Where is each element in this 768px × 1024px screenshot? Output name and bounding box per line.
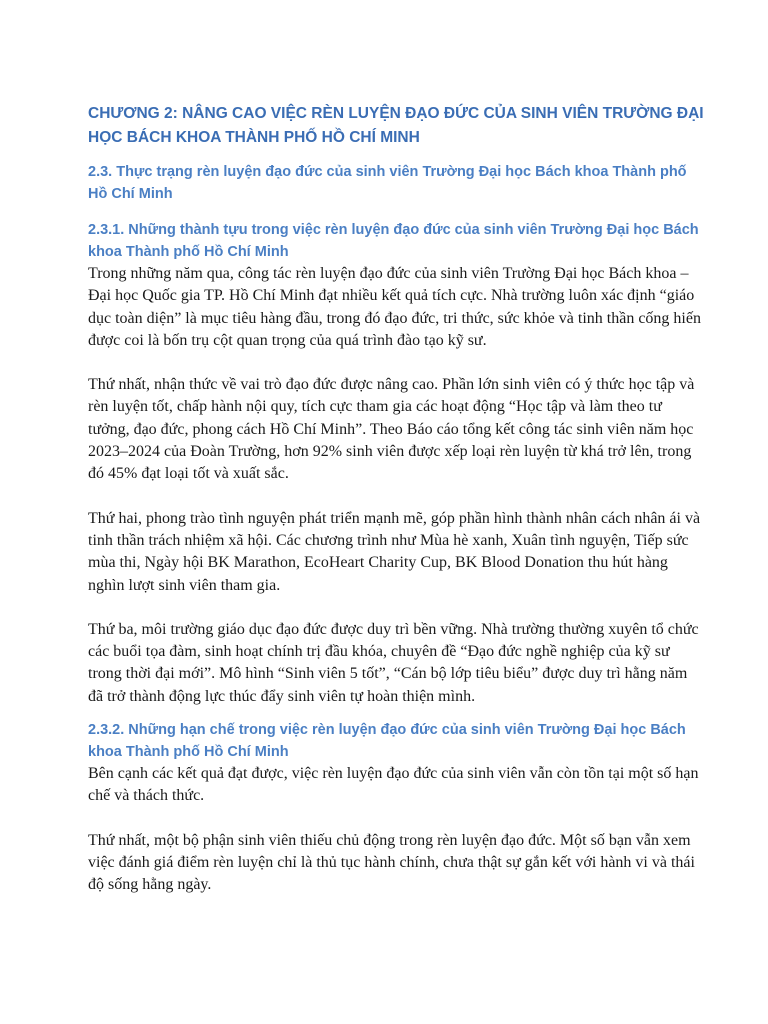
- chapter-title: CHƯƠNG 2: NÂNG CAO VIỆC RÈN LUYỆN ĐẠO ĐỨC CỦA SINH VIÊN TRƯỜNG ĐẠI HỌC BÁCH KHOA THÀNH PHỐ HỒ CHÍ MINH: [88, 105, 704, 146]
- paragraph: Trong những năm qua, công tác rèn luyện đạo đức của sinh viên Trường Đại học Bách khoa – Đại học Quốc gia TP. Hồ Chí Minh đạt nhiều kết quả tích cực. Nhà trường luôn xác định “giáo dục toàn diện” là mục tiêu hàng đầu, trong đó đạo đức, tri thức, sức khỏe và tinh thần cống hiến được coi là bốn trụ cột quan trọng của quá trình đào tạo kỹ sư.: [88, 265, 701, 349]
- section-title: 2.3. Thực trạng rèn luyện đạo đức của sinh viên Trường Đại học Bách khoa Thành phố Hồ Chí Minh: [88, 164, 687, 202]
- subsection-title-limitations: 2.3.2. Những hạn chế trong việc rèn luyện đạo đức của sinh viên Trường Đại học Bách khoa Thành phố Hồ Chí Minh: [88, 722, 686, 761]
- subsection-title-achievements: 2.3.1. Những thành tựu trong việc rèn luyện đạo đức của sinh viên Trường Đại học Bách khoa Thành phố Hồ Chí Minh: [88, 222, 699, 260]
- paragraph: Thứ ba, môi trường giáo dục đạo đức được duy trì bền vững. Nhà trường thường xuyên tổ chức các buổi tọa đàm, sinh hoạt chính trị đầu khóa, chuyên đề “Đạo đức nghề nghiệp của kỹ sư trong thời đại mới”. Mô hình “Sinh viên 5 tốt”, “Cán bộ lớp tiêu biểu” được duy trì hằng năm đã trở thành động lực thúc đẩy sinh viên tự hoàn thiện mình.: [88, 620, 699, 705]
- paragraph: Thứ nhất, một bộ phận sinh viên thiếu chủ động trong rèn luyện đạo đức. Một số bạn vẫn xem việc đánh giá điểm rèn luyện chỉ là thủ tục hành chính, chưa thật sự gắn kết với hành vi và thái độ sống hằng ngày.: [88, 831, 695, 894]
- paragraph: Thứ hai, phong trào tình nguyện phát triển mạnh mẽ, góp phần hình thành nhân cách nhân ái và tinh thần trách nhiệm xã hội. Các chương trình như Mùa hè xanh, Xuân tình nguyện, Tiếp sức mùa thi, Ngày hội BK Marathon, EcoHeart Charity Cup, BK Blood Donation thu hút hàng nghìn lượt sinh viên tham gia.: [88, 509, 701, 594]
- paragraph: Thứ nhất, nhận thức về vai trò đạo đức được nâng cao. Phần lớn sinh viên có ý thức học tập và rèn luyện tốt, chấp hành nội quy, tích cực tham gia các hoạt động “Học tập và làm theo tư tưởng, đạo đức, phong cách Hồ Chí Minh”. Theo Báo cáo tổng kết công tác sinh viên năm học 2023–2024 của Đoàn Trường, hơn 92% sinh viên được xếp loại rèn luyện từ khá trở lên, trong đó 45% đạt loại tốt và xuất sắc.: [88, 376, 695, 483]
- paragraph: Bên cạnh các kết quả đạt được, việc rèn luyện đạo đức của sinh viên vẫn còn tồn tại một số hạn chế và thách thức.: [88, 765, 699, 805]
